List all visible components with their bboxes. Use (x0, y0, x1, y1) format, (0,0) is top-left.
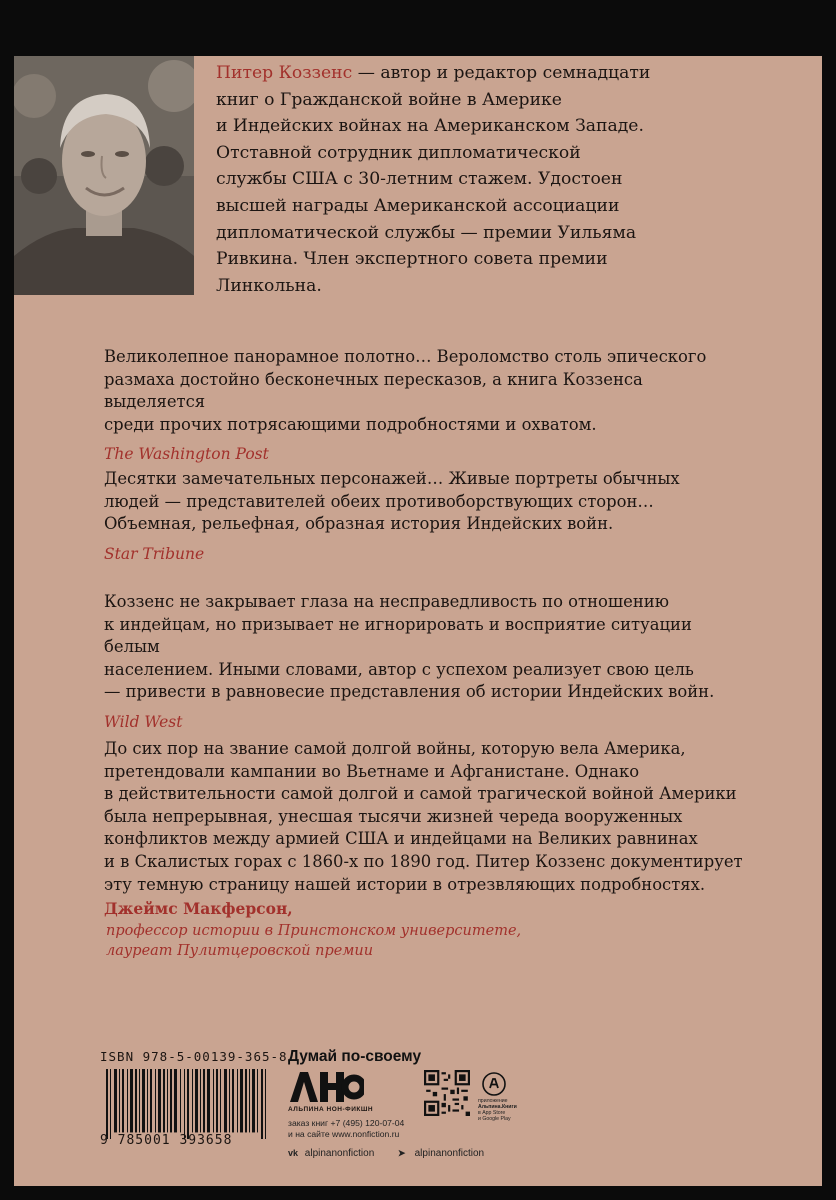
social-links (288, 1148, 484, 1159)
review-source: The Washington Post (104, 445, 269, 464)
app-caption-line: и Google Play (478, 1116, 511, 1122)
review-line: — привести в равновесие представления об истории Индейских войн. (104, 682, 715, 702)
bio-line: дипломатической службы — премии Уильяма (216, 222, 637, 243)
bio-line: Отставной сотрудник дипломатической (216, 142, 581, 163)
bio-line: Линкольна. (216, 275, 322, 296)
review-line: размаха достойно бесконечных пересказов, а книга Коззенса выделяется (104, 369, 643, 412)
back-cover (14, 56, 822, 1186)
review-line: и в Скалистых горах с 1860-х по 1890 год. Питер Коззенс документирует (104, 851, 743, 871)
review-line: к индейцам, но призывает не игнорировать и восприятие ситуации белым (104, 614, 692, 657)
bio-line: высшей награды Американской ассоциации (216, 195, 620, 216)
review-line: Коззенс не закрывает глаза на несправедливость по отношению (104, 592, 669, 611)
publisher-name: АЛЬПИНА НОН-ФИКШН (288, 1106, 374, 1113)
review-line: конфликтов между армией США и индейцами на Великих равнинах (104, 829, 698, 849)
review-line: Великолепное панорамное полотно… Вероломство столь эпического (104, 347, 707, 366)
ean-digits: 9 785001 393658 (100, 1133, 233, 1148)
review-line: была непрерывная, унесшая тысячи жизней череда вооруженных (104, 806, 683, 826)
review-line: людей — представителей обеих противоборствующих сторон… (104, 491, 654, 511)
telegram-icon: ➤ (397, 1148, 406, 1158)
alpina-books-app-icon (482, 1072, 506, 1096)
bio-line: и Индейских войнах на Американском Западе. (216, 116, 644, 137)
telegram-handle: alpinanonfiction (414, 1148, 485, 1159)
publisher-block (288, 1048, 548, 1159)
review-line: До сих пор на звание самой долгой войны, которую вела Америка, (104, 739, 686, 758)
review-mcpherson (104, 738, 744, 961)
author-name: Питер Коззенс (216, 63, 353, 83)
vk-handle: alpinanonfiction (304, 1148, 375, 1159)
vk-icon: vk (288, 1148, 299, 1158)
review-source: Star Tribune (104, 544, 205, 563)
review-star-tribune (104, 468, 744, 565)
isbn: ISBN 978-5-00139-365-8 (100, 1049, 288, 1064)
app-caption-line: приложение (478, 1098, 508, 1104)
review-line: претендовали кампании во Вьетнаме и Афганистане. Однако (104, 761, 640, 781)
qr-code-icon (424, 1070, 470, 1116)
role-line: лауреат Пулитцеровской премии (106, 942, 374, 959)
bio-line: — автор и редактор семнадцати (357, 63, 651, 83)
bio-line: службы США с 30-летним стажем. Удостоен (216, 169, 623, 190)
review-line: эту темную страницу нашей истории в отрезвляющих подробностях. (104, 874, 706, 894)
bio-line: Ривкина. Член экспертного совета премии (216, 249, 608, 270)
publisher-contact (288, 1118, 404, 1140)
publisher-logo (288, 1070, 364, 1109)
review-wild-west (104, 591, 744, 734)
review-washington-post (104, 346, 744, 466)
app-caption-line: в App Store (478, 1110, 506, 1116)
review-line: среди прочих потрясающими подробностями и охватом. (104, 414, 597, 434)
bio-line: книг о Гражданской войне в Америке (216, 89, 562, 110)
app-caption (478, 1098, 517, 1122)
role-line: профессор истории в Принстонском университете, (106, 922, 522, 939)
quote-author: Джеймс Макферсон, (104, 899, 293, 919)
barcode-image (106, 1069, 268, 1139)
review-line: Объемная, рельефная, образная история Индейских войн. (104, 514, 614, 534)
author-photo (14, 56, 194, 295)
app-caption-line: Альпина.Книги (478, 1104, 517, 1110)
publisher-slogan: Думай по-своему (288, 1048, 422, 1065)
review-line: населением. Иными словами, автор с успехом реализует свою цель (104, 659, 694, 679)
contact-line: заказ книг +7 (495) 120-07-04 (288, 1118, 405, 1128)
review-line: в действительности самой долгой и самой трагической войной Америки (104, 784, 737, 804)
barcode-block (100, 1049, 288, 1153)
author-bio (216, 60, 696, 299)
review-line: Десятки замечательных персонажей… Живые портреты обычных (104, 469, 680, 488)
quote-author-role (104, 921, 744, 961)
anf-logo-icon (288, 1070, 364, 1104)
contact-line: и на сайте www.nonfiction.ru (288, 1129, 400, 1139)
review-source: Wild West (104, 712, 183, 731)
